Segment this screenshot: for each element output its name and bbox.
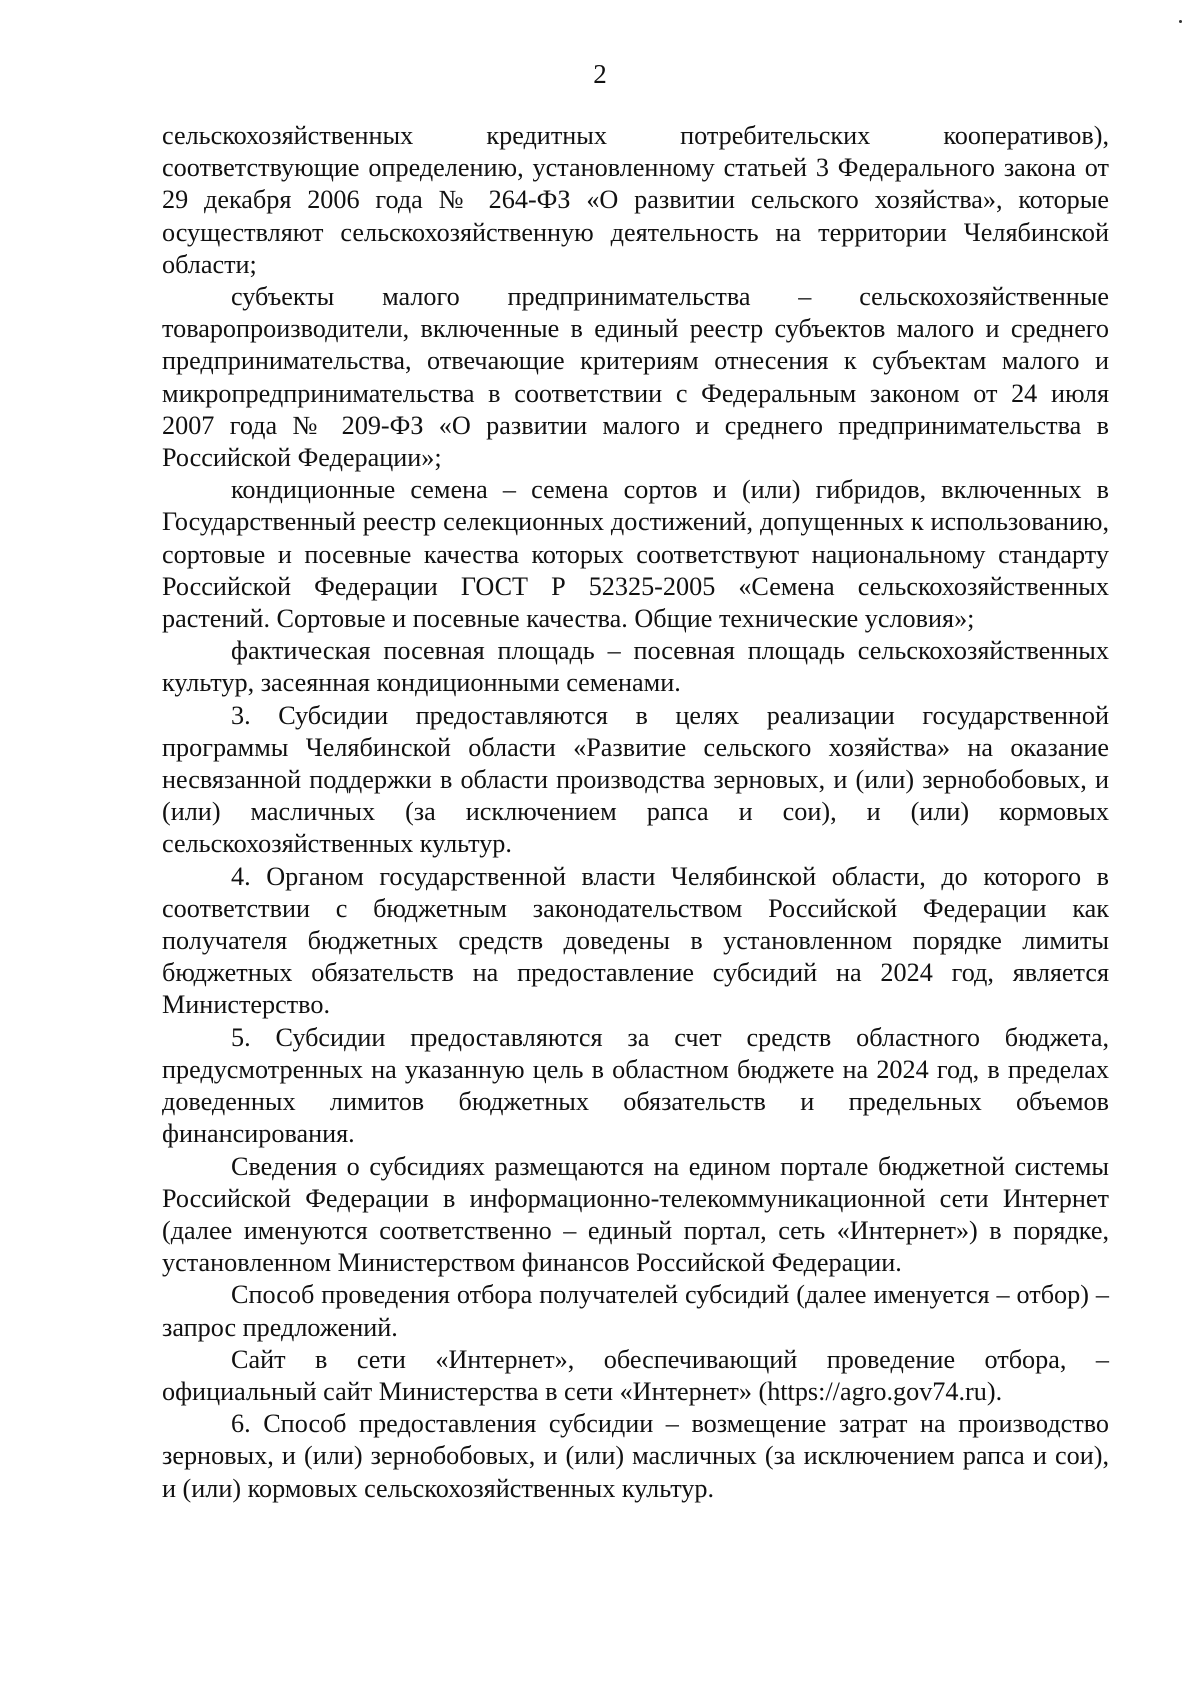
scan-dot xyxy=(1179,20,1182,23)
paragraph-website: Сайт в сети «Интернет», обеспечивающий проведение отбора, – официальный сайт Министерства в сети «Интернет» (https://agro.gov74.ru). xyxy=(162,1344,1109,1406)
paragraph-selection-method: Способ проведения отбора получателей субсидий (далее именуется – отбор) – запрос предложений. xyxy=(162,1280,1109,1342)
paragraph-item-3: 3. Субсидии предоставляются в целях реализации государственной программы Челябинской области «Развитие сельского хозяйства» на оказание несвязанной поддержки в области производства зерновых, и (или) зернобобовых, и (или) масличных (за исключением рапса и сои), и (или) кормовых сельскохозяйственных культур. xyxy=(162,700,1109,859)
paragraph-subsidy-info: Сведения о субсидиях размещаются на едином портале бюджетной системы Российской Федерации в информационно-телекоммуникационной сети Интернет (далее именуются соответственно – единый портал, сеть «Интернет») в порядке, установленном Министерством финансов Российской Федерации. xyxy=(162,1151,1109,1278)
paragraph-item-6: 6. Способ предоставления субсидии – возмещение затрат на производство зерновых, и (или) зернобобовых, и (или) масличных (за исключением рапса и сои), и (или) кормовых сельскохозяйственных культур. xyxy=(162,1409,1109,1503)
document-body xyxy=(162,120,1109,1505)
paragraph-small-business: субъекты малого предпринимательства – сельскохозяйственные товаропроизводители, включенные в единый реестр субъектов малого и среднего предпринимательства, отвечающие критериям отнесения к субъектам малого и микропредпринимательства в соответствии с Федеральным законом от 24 июля 2007 года № 209-ФЗ «О развитии малого и среднего предпринимательства в Российской Федерации»; xyxy=(162,282,1109,473)
paragraph-item-4: 4. Органом государственной власти Челябинской области, до которого в соответствии с бюджетным законодательством Российской Федерации как получателя бюджетных средств доведены в установленном порядке лимиты бюджетных обязательств на предоставление субсидий на 2024 год, является Министерство. xyxy=(162,861,1109,1020)
paragraph-conditioned-seeds: кондиционные семена – семена сортов и (или) гибридов, включенных в Государственный реестр селекционных достижений, допущенных к использованию, сортовые и посевные качества которых соответствуют национальному стандарту Российской Федерации ГОСТ Р 52325-2005 «Семена сельскохозяйственных растений. Сортовые и посевные качества. Общие технические условия»; xyxy=(162,475,1109,634)
paragraph-sown-area: фактическая посевная площадь – посевная площадь сельскохозяйственных культур, засеянная кондиционными семенами. xyxy=(162,636,1109,698)
paragraph-item-5: 5. Субсидии предоставляются за счет средств областного бюджета, предусмотренных на указанную цель в областном бюджете на 2024 год, в пределах доведенных лимитов бюджетных обязательств и предельных объемов финансирования. xyxy=(162,1022,1109,1149)
paragraph-cooperatives: сельскохозяйственных кредитных потребительских кооперативов), соответствующие определению, установленному статьей 3 Федерального закона от 29 декабря 2006 года № 264-ФЗ «О развитии сельского хозяйства», которые осуществляют сельскохозяйственную деятельность на территории Челябинской области; xyxy=(162,121,1109,279)
page-number: 2 xyxy=(593,59,607,89)
